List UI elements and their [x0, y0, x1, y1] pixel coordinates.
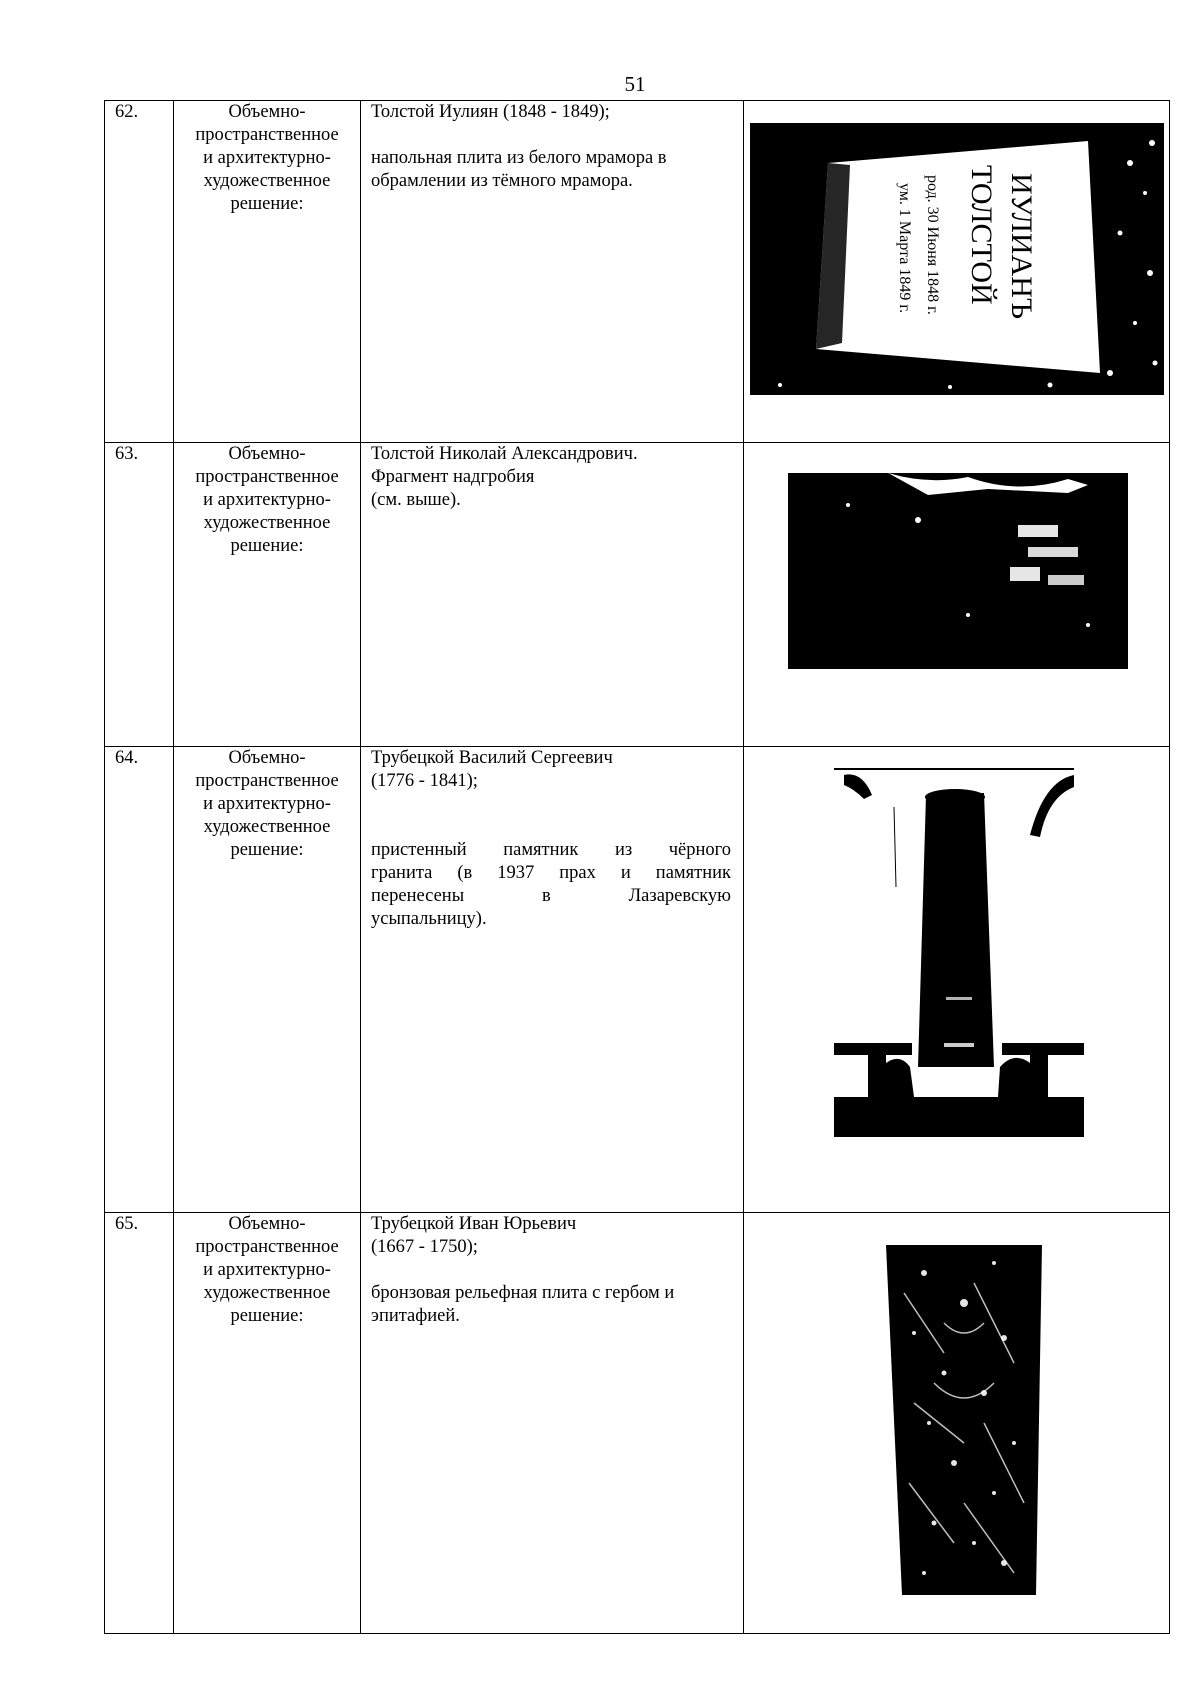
description-subtitle: Фрагмент надгробия — [371, 467, 535, 487]
photo-cell — [744, 1213, 1170, 1634]
solution-type-line: и архитектурно- — [203, 1260, 331, 1280]
description-body-line: перенесены в Лазаревскую — [371, 886, 731, 906]
row-number: 63. — [105, 443, 174, 747]
solution-type-line: художественное — [203, 513, 331, 533]
description-body-line: гранита (в 1937 прах и памятник — [371, 863, 731, 883]
photo-cell — [744, 747, 1170, 1213]
fragment-photo — [788, 465, 1128, 675]
solution-type-line: Объемно- — [228, 1214, 306, 1234]
solution-type-line: решение: — [230, 536, 304, 556]
table-row — [105, 747, 1170, 1213]
row-number: 64. — [105, 747, 174, 1213]
photo-cell — [744, 101, 1170, 443]
description-title: Толстой Николай Александрович. — [371, 444, 638, 464]
solution-type-line: Объемно- — [228, 102, 306, 122]
inscription-line: ТОЛСТОЙ — [965, 165, 998, 305]
photo-cell — [744, 443, 1170, 747]
registry-table — [104, 100, 1170, 1634]
description-cell — [361, 747, 744, 1213]
inscription-line: ум. 1 Марта 1849 г. — [896, 183, 913, 314]
inscription-line: ИУЛИАНЪ — [1005, 173, 1038, 320]
description-body: напольная плита из белого мрамора в обрамлении из тёмного мрамора. — [371, 148, 667, 191]
description-body: (см. выше). — [371, 490, 461, 510]
solution-type-line: и архитектурно- — [203, 148, 331, 168]
description-subtitle: (1667 - 1750); — [371, 1237, 478, 1257]
description-cell — [361, 443, 744, 747]
solution-type-line: художественное — [203, 817, 331, 837]
description-cell — [361, 101, 744, 443]
description-title: Трубецкой Василий Сергеевич — [371, 748, 613, 768]
solution-type-line: пространственное — [195, 467, 339, 487]
solution-type-line: художественное — [203, 171, 331, 191]
solution-type-cell — [174, 1213, 361, 1634]
solution-type-cell — [174, 443, 361, 747]
description-body: бронзовая рельефная плита с гербом и эпитафией. — [371, 1283, 675, 1326]
solution-type-line: решение: — [230, 194, 304, 214]
solution-type-line: пространственное — [195, 1237, 339, 1257]
page-number: 51 — [624, 72, 646, 96]
solution-type-line: и архитектурно- — [203, 794, 331, 814]
solution-type-line: решение: — [230, 1306, 304, 1326]
solution-type-cell — [174, 747, 361, 1213]
solution-type-line: Объемно- — [228, 444, 306, 464]
bronze-plate-photo — [884, 1243, 1044, 1598]
solution-type-cell — [174, 101, 361, 443]
solution-type-line: художественное — [203, 1283, 331, 1303]
row-number: 65. — [105, 1213, 174, 1634]
slab-photo — [750, 123, 1164, 395]
description-cell — [361, 1213, 744, 1634]
description-title: Трубецкой Иван Юрьевич — [371, 1214, 577, 1234]
solution-type-line: Объемно- — [228, 748, 306, 768]
description-subtitle: (1776 - 1841); — [371, 771, 478, 791]
description-title: Толстой Иулиян (1848 - 1849); — [371, 102, 610, 122]
inscription-line: род. 30 Июня 1848 г. — [924, 175, 941, 315]
table-row — [105, 1213, 1170, 1634]
description-body-line: пристенный памятник из чёрного — [371, 840, 731, 860]
row-number: 62. — [105, 101, 174, 443]
description-body-line: усыпальницу). — [371, 909, 487, 929]
table-row — [105, 443, 1170, 747]
solution-type-line: решение: — [230, 840, 304, 860]
solution-type-line: пространственное — [195, 771, 339, 791]
slab-inscription — [1005, 173, 1038, 319]
solution-type-line: пространственное — [195, 125, 339, 145]
monument-photo — [834, 767, 1084, 1147]
solution-type-line: и архитектурно- — [203, 490, 331, 510]
table-row — [105, 101, 1170, 443]
